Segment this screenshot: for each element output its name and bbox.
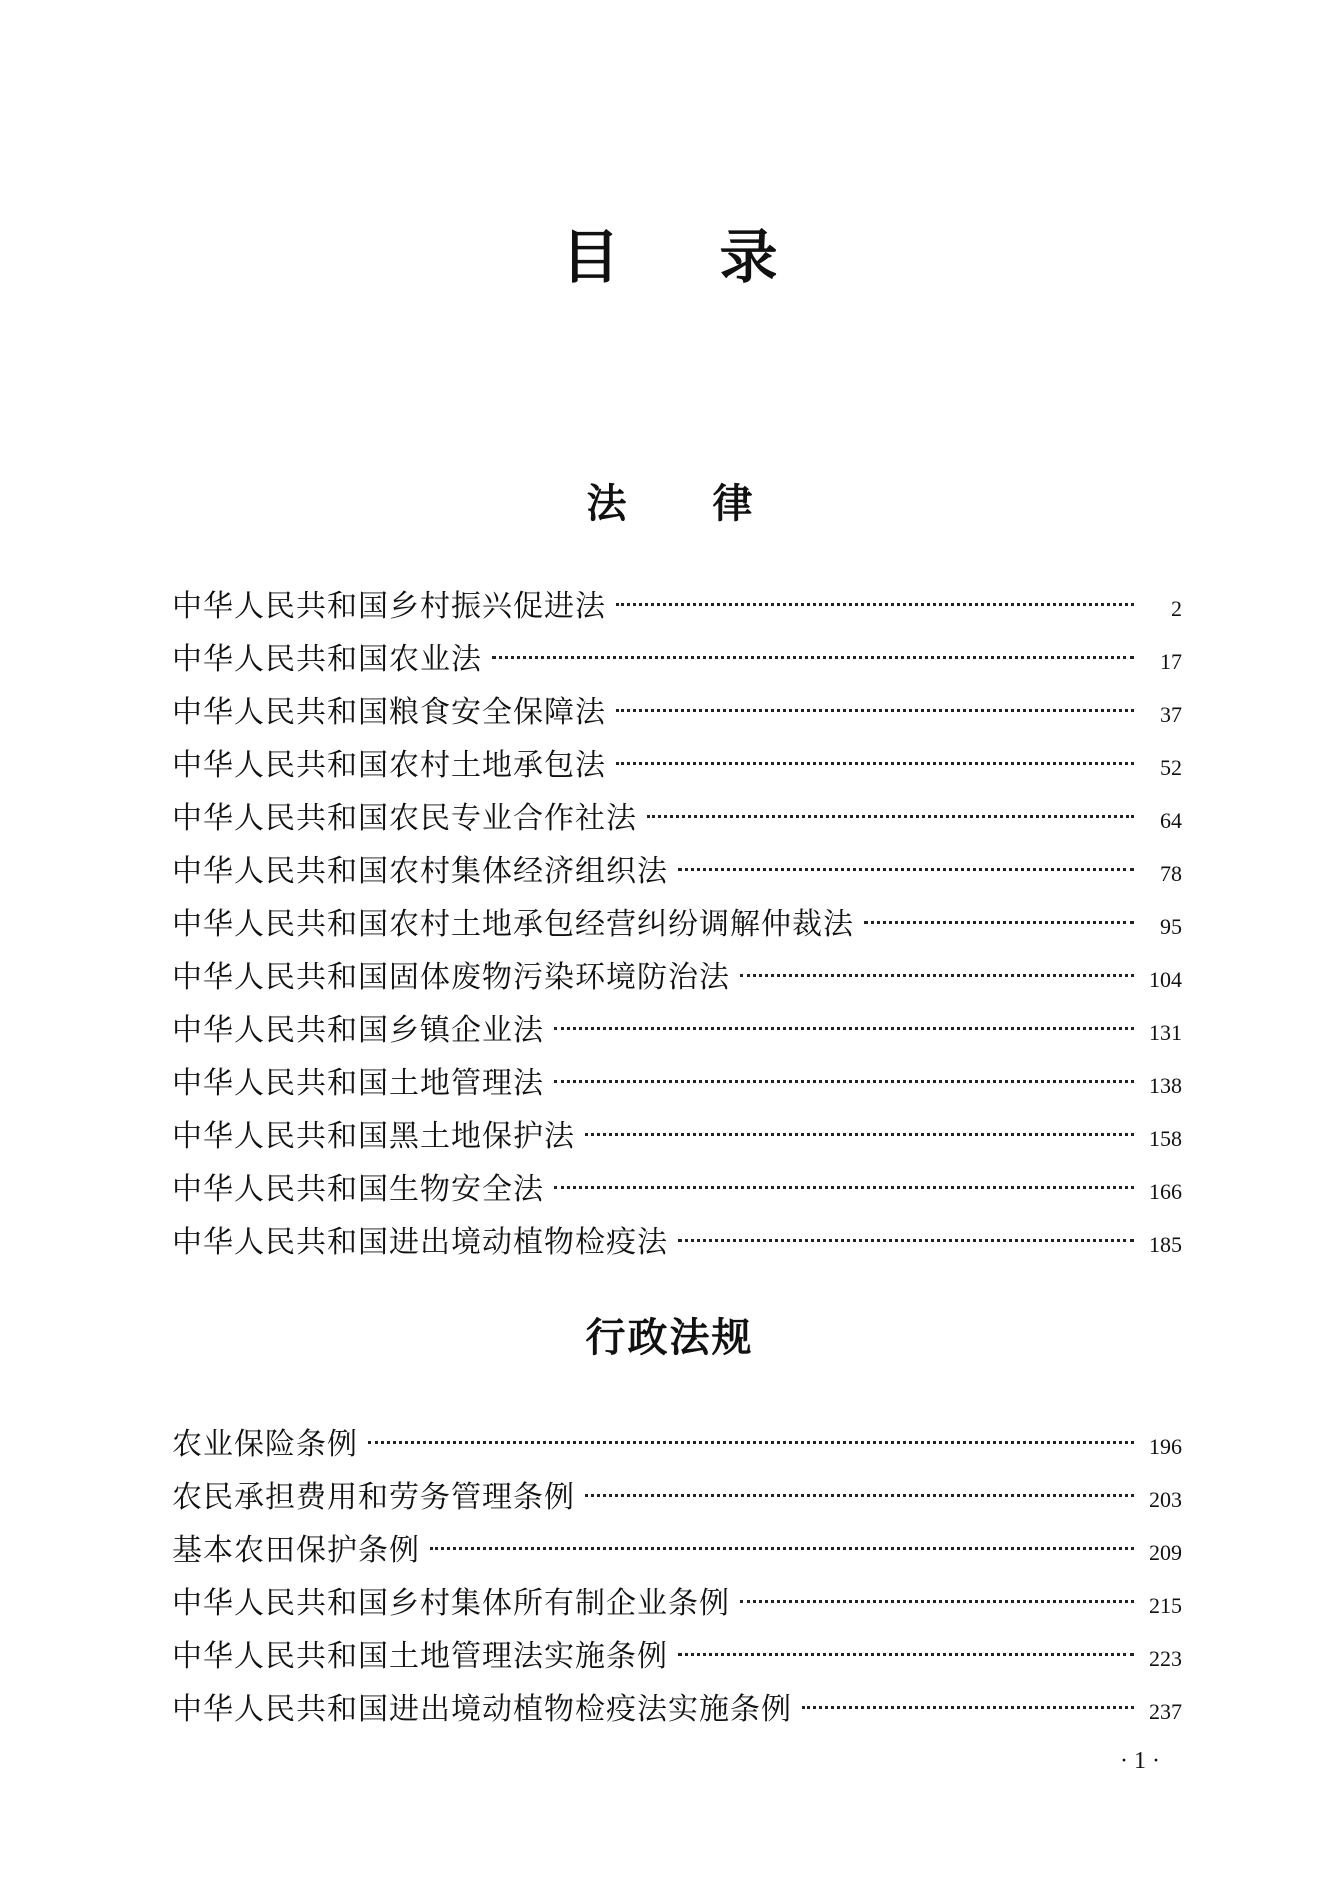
toc-entry-title: 中华人民共和国农业法 xyxy=(172,642,482,677)
dot-leader xyxy=(585,1133,1134,1136)
dot-leader xyxy=(678,868,1134,871)
toc-entry-title: 中华人民共和国乡村集体所有制企业条例 xyxy=(172,1586,730,1621)
dot-leader xyxy=(678,1653,1134,1656)
dot-leader xyxy=(492,656,1134,659)
toc-entry[interactable] xyxy=(172,951,1182,1004)
toc-entry[interactable] xyxy=(172,1418,1182,1471)
toc-page-number: 215 xyxy=(1149,1593,1182,1618)
toc-entry-title: 中华人民共和国固体废物污染环境防治法 xyxy=(172,960,730,995)
dot-leader xyxy=(616,709,1134,712)
toc-list-laws xyxy=(172,580,1182,1269)
toc-page-number: 185 xyxy=(1149,1232,1182,1257)
toc-list-administrative-regulations xyxy=(172,1418,1182,1736)
toc-entry[interactable] xyxy=(172,1524,1182,1577)
toc-entry[interactable] xyxy=(172,1163,1182,1216)
toc-page-number: 166 xyxy=(1149,1179,1182,1204)
toc-page-number: 237 xyxy=(1149,1699,1182,1724)
toc-entry-title: 农民承担费用和劳务管理条例 xyxy=(172,1480,575,1515)
toc-entry-title: 中华人民共和国进出境动植物检疫法实施条例 xyxy=(172,1692,792,1727)
toc-page-number: 37 xyxy=(1160,702,1182,727)
dot-leader xyxy=(678,1239,1134,1242)
toc-entry[interactable] xyxy=(172,1216,1182,1269)
dot-leader xyxy=(554,1080,1134,1083)
dot-leader xyxy=(802,1706,1134,1709)
dot-leader xyxy=(616,762,1134,765)
toc-entry-title: 中华人民共和国乡村振兴促进法 xyxy=(172,589,606,624)
toc-entry[interactable] xyxy=(172,633,1182,686)
toc-page-number: 158 xyxy=(1149,1126,1182,1151)
page-title: 目录 xyxy=(561,223,878,291)
toc-entry[interactable] xyxy=(172,1110,1182,1163)
toc-entry-title: 中华人民共和国黑土地保护法 xyxy=(172,1119,575,1154)
toc-entry[interactable] xyxy=(172,1630,1182,1683)
toc-page-number: 17 xyxy=(1160,649,1182,674)
toc-page-number: 196 xyxy=(1149,1434,1182,1459)
toc-page-number: 138 xyxy=(1149,1073,1182,1098)
toc-entry[interactable] xyxy=(172,792,1182,845)
toc-entry[interactable] xyxy=(172,1057,1182,1110)
toc-page-number: 2 xyxy=(1171,596,1182,621)
dot-leader xyxy=(864,921,1134,924)
toc-entry[interactable] xyxy=(172,686,1182,739)
toc-entry[interactable] xyxy=(172,1471,1182,1524)
toc-page-number: 131 xyxy=(1149,1020,1182,1045)
toc-entry[interactable] xyxy=(172,898,1182,951)
toc-page-number: 64 xyxy=(1160,808,1182,833)
toc-entry-title: 农业保险条例 xyxy=(172,1427,358,1462)
toc-page-number: 203 xyxy=(1149,1487,1182,1512)
dot-leader xyxy=(740,974,1134,977)
dot-leader xyxy=(430,1547,1134,1550)
toc-entry[interactable] xyxy=(172,1577,1182,1630)
toc-entry-title: 中华人民共和国农村集体经济组织法 xyxy=(172,854,668,889)
toc-entry-title: 中华人民共和国农村土地承包经营纠纷调解仲裁法 xyxy=(172,907,854,942)
toc-page-number: 223 xyxy=(1149,1646,1182,1671)
dot-leader xyxy=(616,603,1134,606)
section-title-administrative-regulations: 行政法规 xyxy=(585,1314,754,1361)
toc-entry-title: 中华人民共和国粮食安全保障法 xyxy=(172,695,606,730)
toc-entry[interactable] xyxy=(172,1683,1182,1736)
dot-leader xyxy=(585,1494,1134,1497)
toc-entry-title: 中华人民共和国生物安全法 xyxy=(172,1172,544,1207)
toc-entry-title: 基本农田保护条例 xyxy=(172,1533,420,1568)
page-number: · 1 · xyxy=(1120,1748,1160,1774)
section-title-laws: 法律 xyxy=(586,480,839,527)
toc-entry[interactable] xyxy=(172,580,1182,633)
dot-leader xyxy=(740,1600,1134,1603)
toc-page-number: 104 xyxy=(1149,967,1182,992)
toc-page-number: 95 xyxy=(1160,914,1182,939)
toc-entry-title: 中华人民共和国土地管理法 xyxy=(172,1066,544,1101)
toc-page-number: 209 xyxy=(1149,1540,1182,1565)
dot-leader xyxy=(554,1186,1134,1189)
toc-entry[interactable] xyxy=(172,845,1182,898)
toc-entry-title: 中华人民共和国进出境动植物检疫法 xyxy=(172,1225,668,1260)
toc-entry[interactable] xyxy=(172,739,1182,792)
dot-leader xyxy=(647,815,1134,818)
toc-entry-title: 中华人民共和国乡镇企业法 xyxy=(172,1013,544,1048)
toc-entry-title: 中华人民共和国土地管理法实施条例 xyxy=(172,1639,668,1674)
toc-page-number: 52 xyxy=(1160,755,1182,780)
toc-entry-title: 中华人民共和国农民专业合作社法 xyxy=(172,801,637,836)
dot-leader xyxy=(368,1441,1134,1444)
toc-entry-title: 中华人民共和国农村土地承包法 xyxy=(172,748,606,783)
dot-leader xyxy=(554,1027,1134,1030)
toc-page-number: 78 xyxy=(1160,861,1182,886)
toc-entry[interactable] xyxy=(172,1004,1182,1057)
